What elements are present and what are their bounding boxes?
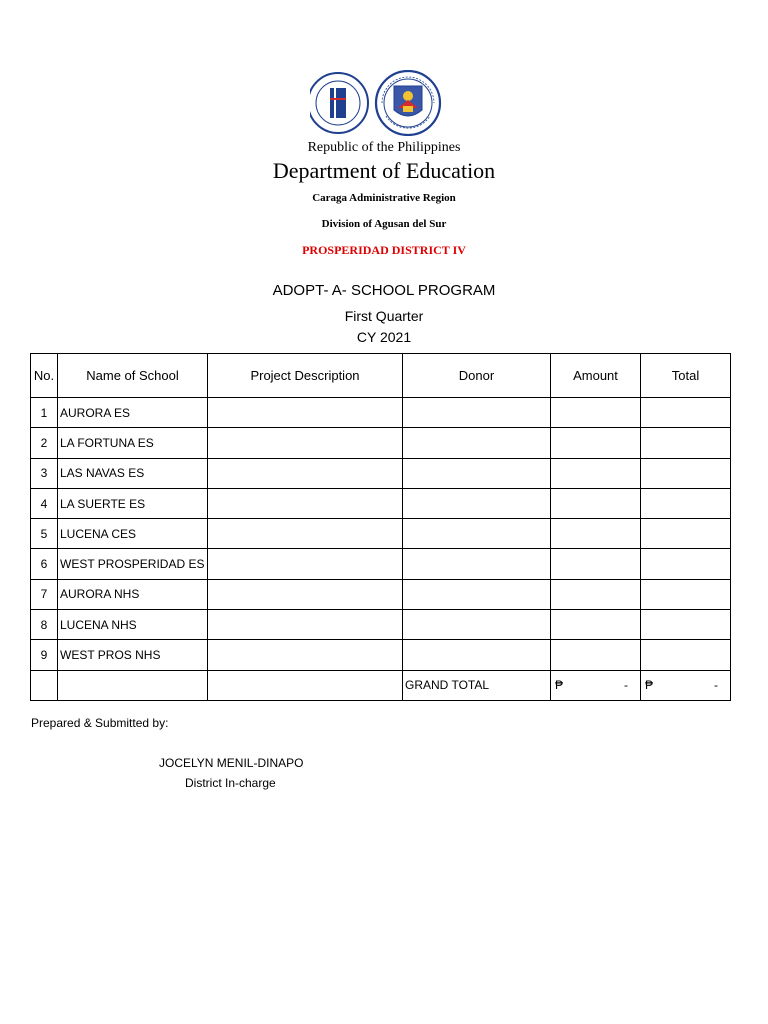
quarter-label: First Quarter bbox=[344, 308, 424, 324]
row-number: 8 bbox=[31, 610, 58, 640]
donor-cell bbox=[403, 488, 551, 518]
donor-cell bbox=[403, 428, 551, 458]
grand-total-label: GRAND TOTAL bbox=[403, 670, 551, 700]
row-number: 5 bbox=[31, 519, 58, 549]
row-number: 7 bbox=[31, 579, 58, 609]
donor-cell bbox=[403, 398, 551, 428]
row-number: 3 bbox=[31, 458, 58, 488]
project-cell bbox=[208, 488, 403, 518]
amount-cell bbox=[551, 519, 641, 549]
total-cell bbox=[641, 519, 731, 549]
donor-cell bbox=[403, 640, 551, 670]
column-header-project: Project Description bbox=[208, 354, 403, 398]
total-cell bbox=[641, 488, 731, 518]
empty-cell bbox=[31, 670, 58, 700]
column-header-amount: Amount bbox=[551, 354, 641, 398]
school-name: LUCENA CES bbox=[58, 519, 208, 549]
prepared-label: Prepared & Submitted by: bbox=[31, 716, 169, 730]
school-name: AURORA NHS bbox=[58, 579, 208, 609]
table-row bbox=[31, 398, 731, 428]
table-header-row bbox=[31, 354, 731, 398]
signer-name: JOCELYN MENIL-DINAPO bbox=[159, 756, 304, 770]
school-name: WEST PROS NHS bbox=[58, 640, 208, 670]
table-row bbox=[31, 549, 731, 579]
total-cell bbox=[641, 458, 731, 488]
amount-cell bbox=[551, 488, 641, 518]
row-number: 6 bbox=[31, 549, 58, 579]
adopt-a-school-table bbox=[30, 353, 731, 701]
district-line: PROSPERIDAD DISTRICT IV bbox=[302, 243, 466, 257]
signer-role: District In-charge bbox=[185, 776, 276, 790]
total-cell bbox=[641, 640, 731, 670]
department-title: Department of Education bbox=[272, 158, 496, 183]
amount-cell bbox=[551, 610, 641, 640]
project-cell bbox=[208, 610, 403, 640]
amount-cell bbox=[551, 579, 641, 609]
table-row bbox=[31, 519, 731, 549]
row-number: 2 bbox=[31, 428, 58, 458]
amount-cell bbox=[551, 549, 641, 579]
total-cell bbox=[641, 549, 731, 579]
school-name: WEST PROSPERIDAD ES bbox=[58, 549, 208, 579]
donor-cell bbox=[403, 519, 551, 549]
amount-cell bbox=[551, 640, 641, 670]
total-value: - bbox=[714, 677, 718, 692]
project-cell bbox=[208, 458, 403, 488]
table-row bbox=[31, 488, 731, 518]
grand-total-row bbox=[31, 670, 731, 700]
column-header-total: Total bbox=[641, 354, 731, 398]
project-cell bbox=[208, 579, 403, 609]
grand-total-total bbox=[641, 670, 731, 700]
region-line: Caraga Administrative Region bbox=[312, 192, 456, 204]
school-name: LA FORTUNA ES bbox=[58, 428, 208, 458]
project-cell bbox=[208, 428, 403, 458]
donor-cell bbox=[403, 579, 551, 609]
republic-line: Republic of the Philippines bbox=[307, 140, 461, 155]
donor-cell bbox=[403, 610, 551, 640]
amount-cell bbox=[551, 458, 641, 488]
school-name: LAS NAVAS ES bbox=[58, 458, 208, 488]
amount-cell bbox=[551, 428, 641, 458]
table-row bbox=[31, 428, 731, 458]
project-cell bbox=[208, 640, 403, 670]
amount-cell bbox=[551, 398, 641, 428]
total-cell bbox=[641, 428, 731, 458]
total-cell bbox=[641, 398, 731, 428]
project-cell bbox=[208, 398, 403, 428]
table-row bbox=[31, 579, 731, 609]
peso-symbol: ₱ bbox=[555, 677, 564, 692]
school-name: AURORA ES bbox=[58, 398, 208, 428]
school-name: LUCENA NHS bbox=[58, 610, 208, 640]
table-row bbox=[31, 640, 731, 670]
column-header-no: No. bbox=[31, 354, 58, 398]
table-row bbox=[31, 458, 731, 488]
row-number: 4 bbox=[31, 488, 58, 518]
column-header-school: Name of School bbox=[58, 354, 208, 398]
amount-value: - bbox=[624, 677, 628, 692]
project-cell bbox=[208, 549, 403, 579]
table-row bbox=[31, 610, 731, 640]
row-number: 1 bbox=[31, 398, 58, 428]
calendar-year: CY 2021 bbox=[356, 329, 412, 345]
peso-symbol: ₱ bbox=[645, 677, 654, 692]
division-line: Division of Agusan del Sur bbox=[321, 218, 447, 230]
program-title: ADOPT- A- SCHOOL PROGRAM bbox=[272, 282, 496, 299]
total-cell bbox=[641, 610, 731, 640]
row-number: 9 bbox=[31, 640, 58, 670]
donor-cell bbox=[403, 458, 551, 488]
total-cell bbox=[641, 579, 731, 609]
donor-cell bbox=[403, 549, 551, 579]
project-cell bbox=[208, 519, 403, 549]
grand-total-amount bbox=[551, 670, 641, 700]
column-header-donor: Donor bbox=[403, 354, 551, 398]
school-name: LA SUERTE ES bbox=[58, 488, 208, 518]
empty-cell bbox=[208, 670, 403, 700]
empty-cell bbox=[58, 670, 208, 700]
deped-logo bbox=[310, 70, 460, 136]
